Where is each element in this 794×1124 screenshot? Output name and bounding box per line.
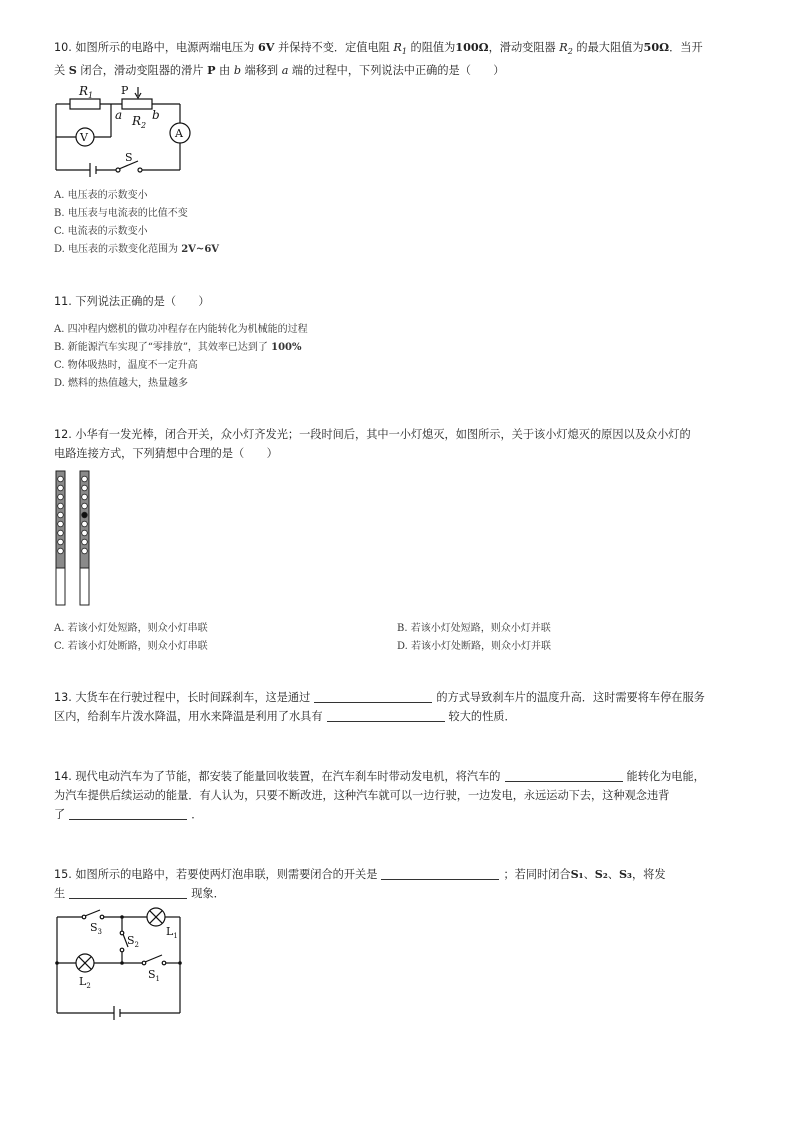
question-14-line-1 — [54, 767, 744, 786]
voltage-range: 2V~6V — [181, 244, 220, 255]
stem-text: 关 — [54, 64, 66, 78]
q10-circuit-diagram — [52, 82, 197, 177]
q11-option-c[interactable]: C. 物体吸热时，温度不一定升高 — [54, 360, 198, 371]
stem-text: 由 — [219, 64, 231, 78]
stem-text: 如图所示的电路中，电源两端电压为 — [75, 41, 255, 54]
stem-text: 的最大阻值为 — [576, 41, 644, 54]
stem-text: 下列说法正确的是（ ） — [75, 295, 210, 308]
question-10-line-2 — [54, 61, 744, 80]
question-13-line-2 — [54, 707, 744, 726]
stem-text: 较大的性质． — [448, 710, 516, 723]
question-12-line-2: 电路连接方式，下列猜想中合理的是（ ） — [54, 447, 278, 460]
s3-label: $S_3$ — [90, 921, 103, 936]
question-15-line-2 — [54, 884, 744, 903]
question-number: 11. — [54, 295, 72, 308]
switch-label: S — [125, 151, 133, 164]
q10-option-a[interactable]: A. 电压表的示数变小 — [54, 190, 148, 201]
switch-s2-symbol: S₂ — [594, 867, 608, 881]
end-b-symbol: b — [233, 64, 241, 78]
stem-text: 闭合，滑动变阻器的滑片 — [80, 64, 204, 78]
switch-s1-symbol: S₁ — [570, 867, 584, 881]
q12-option-d[interactable]: D. 若该小灯处断路，则众小灯并联 — [397, 641, 552, 652]
stem-text: ．当开 — [669, 41, 703, 54]
q12-option-a[interactable]: A. 若该小灯处短路，则众小灯串联 — [54, 623, 208, 634]
question-13-line-1 — [54, 688, 744, 707]
option-text: B. 新能源汽车实现了“零排放”，其效率已达到了 — [54, 342, 268, 353]
q11-option-b[interactable] — [54, 338, 302, 353]
l1-label: $L_1$ — [166, 925, 178, 940]
stem-text: ，滑动变阻器 — [488, 41, 556, 54]
r1-label: $R_1$ — [79, 84, 94, 100]
question-number: 15. — [54, 868, 72, 881]
answer-blank-1[interactable] — [381, 867, 499, 880]
answer-blank-1[interactable] — [314, 690, 432, 703]
stem-text: 生 — [54, 887, 66, 900]
stem-text: 的方式导致刹车片的温度升高．这时需要将车停在服务 — [436, 691, 705, 704]
answer-blank-2[interactable] — [69, 886, 187, 899]
q12-option-b[interactable]: B. 若该小灯处短路，则众小灯并联 — [397, 623, 551, 634]
b-label: b — [152, 108, 160, 122]
question-14-line-2: 为汽车提供后续运动的能量．有人认为，只要不断改进，这种汽车就可以一边行驶，一边发电，永远运动下去，这种观念违背 — [54, 789, 670, 802]
separator: 、 — [583, 868, 595, 881]
answer-blank-1[interactable] — [505, 769, 623, 782]
stem-text: ． — [191, 808, 203, 821]
stem-text: 端的过程中，下列说法中正确的是（ ） — [291, 64, 505, 78]
question-11 — [54, 292, 744, 311]
q10-option-d[interactable] — [54, 240, 219, 255]
voltage-value: 6V — [257, 40, 275, 54]
stem-text: 区内，给刹车片泼水降温，用水来降温是利用了水具有 — [54, 710, 323, 723]
question-10 — [54, 38, 744, 80]
r1-symbol: $R_1$ — [393, 41, 407, 57]
switch-symbol: S — [68, 63, 77, 78]
stem-text: 大货车在行驶过程中，长时间踩刹车，这是通过 — [75, 691, 311, 704]
question-number: 10. — [54, 41, 72, 54]
question-10-line-1 — [54, 38, 744, 61]
switch-s3-symbol: S₃ — [618, 867, 632, 881]
l2-label: $L_2$ — [79, 975, 91, 990]
separator: 、 — [607, 868, 619, 881]
answer-blank-2[interactable] — [69, 807, 187, 820]
stem-text: 现象． — [191, 887, 225, 900]
question-14 — [54, 767, 744, 824]
answer-blank-2[interactable] — [327, 709, 445, 722]
voltmeter-label: V — [80, 131, 88, 144]
p-label: P — [121, 84, 129, 97]
question-14-line-3 — [54, 805, 744, 824]
q10-option-c[interactable]: C. 电流表的示数变小 — [54, 226, 148, 237]
r1-value: 100Ω — [455, 40, 489, 54]
option-text: D. 电压表的示数变化范围为 — [54, 244, 179, 255]
question-11-line — [54, 292, 744, 311]
question-number: 14. — [54, 770, 72, 783]
stem-text: ；若同时闭合 — [503, 868, 571, 881]
ammeter-label: A — [175, 127, 183, 140]
q11-option-a[interactable]: A. 四冲程内燃机的做功冲程存在内能转化为机械能的过程 — [54, 324, 308, 335]
stem-text: 如图所示的电路中，若要使两灯泡串联，则需要闭合的开关是 — [75, 868, 378, 881]
r2-label: $R_2$ — [132, 114, 147, 130]
stem-text: 现代电动汽车为了节能，都安装了能量回收装置，在汽车刹车时带动发电机，将汽车的 — [75, 770, 501, 783]
end-a-symbol: a — [281, 64, 289, 78]
stem-text: 了 — [54, 808, 66, 821]
q11-option-d[interactable]: D. 燃料的热值越大，热量越多 — [54, 378, 189, 389]
question-number: 12. — [54, 428, 72, 441]
question-15 — [54, 865, 744, 903]
s1-label: $S_1$ — [148, 968, 161, 983]
stem-text: 能转化为电能， — [626, 770, 705, 783]
r2-symbol: $R_2$ — [559, 41, 573, 57]
question-12 — [54, 425, 744, 463]
efficiency-value: 100% — [271, 342, 302, 353]
slider-symbol: P — [207, 63, 216, 78]
q15-circuit-diagram — [52, 905, 187, 1025]
a-label: a — [115, 108, 123, 122]
stem-text: 并保持不变．定值电阻 — [277, 41, 390, 54]
question-number: 13. — [54, 691, 72, 704]
r2-value: 50Ω — [643, 40, 670, 54]
q12-glow-stick-figure — [54, 470, 94, 606]
question-15-line-1 — [54, 865, 744, 884]
stem-text: 小华有一发光棒，闭合开关，众小灯齐发光；一段时间后，其中一小灯熄灭，如图所示，关于该小灯熄灭的原因以及众小灯的 — [75, 428, 691, 441]
question-13 — [54, 688, 744, 726]
question-12-line-1 — [54, 425, 744, 444]
s2-label: $S_2$ — [127, 934, 140, 949]
q10-option-b[interactable]: B. 电压表与电流表的比值不变 — [54, 208, 188, 219]
stem-text: 端移到 — [244, 64, 279, 78]
q12-option-c[interactable]: C. 若该小灯处断路，则众小灯串联 — [54, 641, 208, 652]
stem-text: ，将发 — [631, 868, 666, 881]
stem-text: 的阻值为 — [410, 41, 456, 54]
